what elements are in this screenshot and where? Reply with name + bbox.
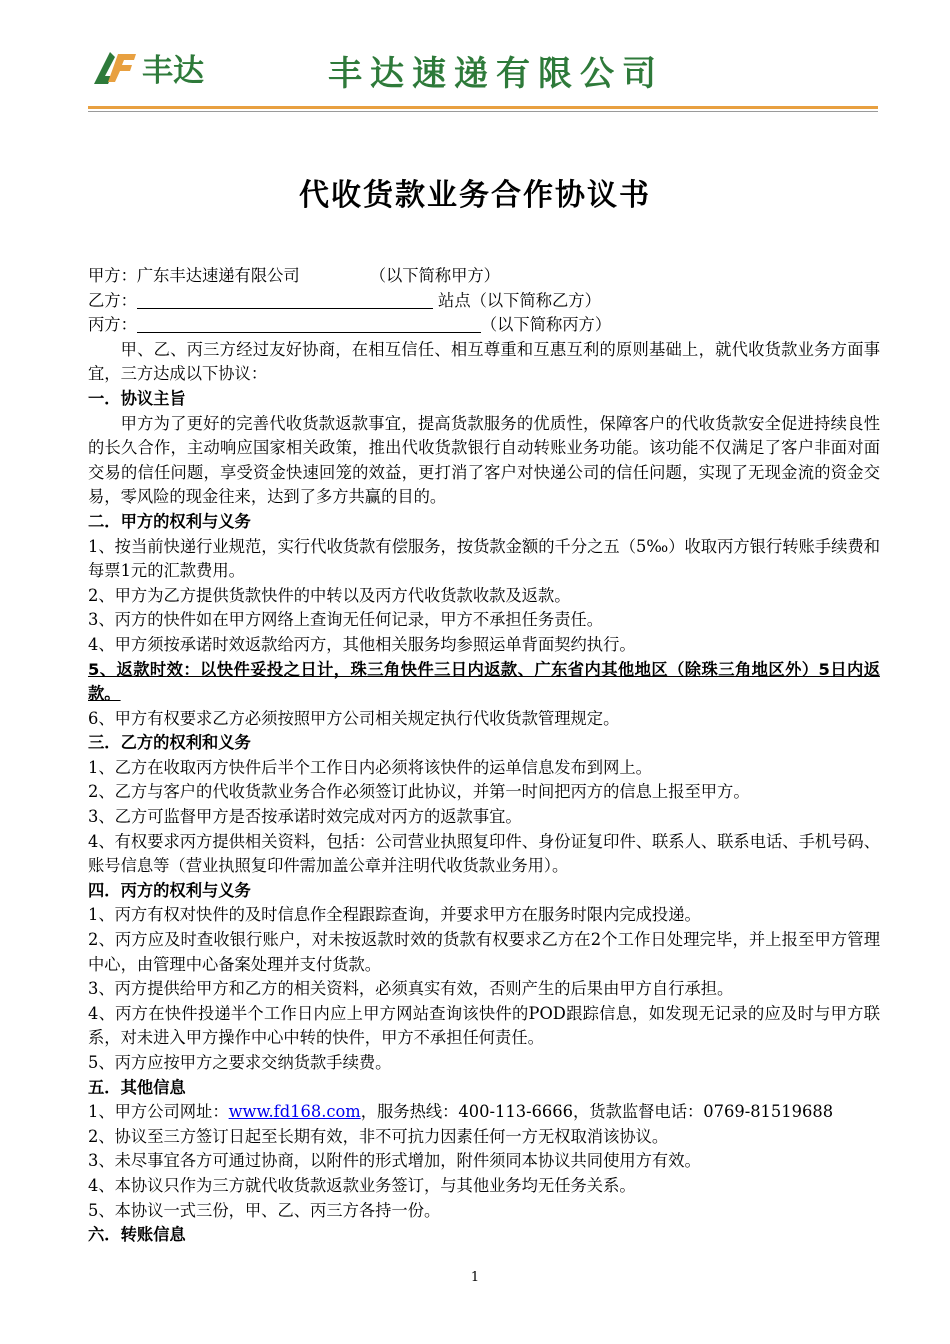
- header-rule-gray: [88, 111, 878, 112]
- section-5-item-1-prefix: 1、甲方公司网址：: [88, 1102, 229, 1122]
- section-1-text: 甲方为了更好的完善代收货款返款事宜，提高货款服务的优质性，保障客户的代收货款安全促进持续良性的长久合作，主动响应国家相关政策，推出代收货款银行自动转账业务功能。该功能不仅满足了客户非面对面交易的信任问题，享受资金快速回笼的效益，更打消了客户对快递公司的信任问题，实现了无现金流的资金交易，零风险的现金往来，达到了多方共赢的目的。: [88, 413, 880, 507]
- party-a-alias: （以下简称甲方）: [369, 266, 500, 285]
- section-2-item-5: 5、返款时效：以快件妥投之日计，珠三角快件三日内返款、广东省内其他地区（除珠三角地区外）5日内返款。: [88, 659, 880, 704]
- section-4-item-2: 2、丙方应及时查收银行账户，对未按返款时效的货款有权要求乙方在2个工作日处理完毕，并上报至甲方管理中心，由管理中心备案处理并支付货款。: [88, 930, 880, 974]
- company-website-link[interactable]: www.fd168.com: [228, 1102, 361, 1122]
- section-5-item-2: 2、协议至三方签订日起至长期有效，非不可抗力因素任何一方无权取消该协议。: [88, 1126, 669, 1146]
- section-5-item-1: [88, 1100, 880, 1125]
- section-2-item-3: 3、丙方的快件如在甲方网络上查询无任何记录，甲方不承担任务责任。: [88, 610, 604, 630]
- section-1-heading: 一．协议主旨: [88, 388, 186, 408]
- section-4-item-5: 5、丙方应按甲方之要求交纳货款手续费。: [88, 1053, 392, 1072]
- section-5-item-4: 4、本协议只作为三方就代收货款返款业务签订，与其他业务均无任务关系。: [88, 1175, 636, 1195]
- section-3-item-4: 4、有权要求丙方提供相关资料，包括：公司营业执照复印件、身份证复印件、联系人、联系电话、手机号码、账号信息等（营业执照复印件需加盖公章并注明代收货款业务用）。: [88, 831, 880, 876]
- section-4-heading: 四．丙方的权利与义务: [88, 880, 251, 900]
- party-c-line: [88, 313, 880, 338]
- section-2-item-6: 6、甲方有权要求乙方必须按照甲方公司相关规定执行代收货款管理规定。: [88, 708, 620, 728]
- party-b-line: [88, 289, 880, 314]
- page-number: 1: [470, 1270, 480, 1285]
- section-2-item-1: 1、按当前快递行业规范，实行代收货款有偿服务，按货款金额的千分之五（5‰）收取丙方银行转账手续费和每票1元的汇款费用。: [88, 536, 880, 581]
- company-name: 丰达速递有限公司: [328, 54, 664, 94]
- section-2-item-2: 2、甲方为乙方提供货款快件的中转以及丙方代收货款收款及返款。: [88, 585, 571, 605]
- section-3-item-2: 2、乙方与客户的代收货款业务合作必须签订此协议，并第一时间把丙方的信息上报至甲方。: [88, 782, 750, 802]
- party-c-label: 丙方：: [88, 315, 137, 335]
- party-a-label: 甲方：: [88, 266, 137, 285]
- party-b-suffix: 站点（以下简称乙方）: [438, 290, 601, 310]
- section-5-item-5: 5、本协议一式三份，甲、乙、丙三方各持一份。: [88, 1200, 441, 1220]
- section-3-item-1: 1、乙方在收取丙方快件后半个工作日内必须将该快件的运单信息发布到网上。: [88, 757, 652, 777]
- section-5-heading: 五．其他信息: [88, 1077, 186, 1097]
- party-a-name: 广东丰达速递有限公司: [136, 266, 300, 285]
- section-2-heading: 二．甲方的权利与义务: [88, 511, 251, 531]
- section-4-item-4: 4、丙方在快件投递半个工作日内应上甲方网站查询该快件的POD跟踪信息，如发现无记录的应及时与甲方联系，对未进入甲方操作中心中转的快件，甲方不承担任何责任。: [88, 1003, 880, 1048]
- section-4-item-1: 1、丙方有权对快件的及时信息作全程跟踪查询，并要求甲方在服务时限内完成投递。: [88, 905, 701, 925]
- header-rule-orange: [88, 106, 878, 109]
- fengda-logo: [88, 48, 253, 88]
- party-b-blank[interactable]: [137, 290, 433, 309]
- party-b-label: 乙方：: [88, 290, 137, 310]
- section-3-item-3: 3、乙方可监督甲方是否按承诺时效完成对丙方的返款事宜。: [88, 807, 522, 827]
- party-a-line: [88, 264, 880, 289]
- section-5-item-1-suffix: ，服务热线：400-113-6666，货款监督电话：0769-81519688: [360, 1102, 834, 1122]
- section-3-heading: 三．乙方的权利和义务: [88, 733, 251, 753]
- party-c-blank[interactable]: [137, 314, 481, 333]
- document-title: 代收货款业务合作协议书: [299, 178, 651, 213]
- intro-paragraph: 甲、乙、丙三方经过友好协商，在相互信任、相互尊重和互惠互利的原则基础上，就代收货款业务方面事宜，三方达成以下协议：: [88, 339, 880, 384]
- section-4-item-3: 3、丙方提供给甲方和乙方的相关资料，必须真实有效，否则产生的后果由甲方自行承担。: [88, 979, 734, 999]
- party-c-suffix: （以下简称丙方）: [480, 315, 612, 335]
- document-body: [88, 264, 880, 1248]
- section-6-heading: 六．转账信息: [88, 1225, 186, 1245]
- section-2-item-4: 4、甲方须按承诺时效返款给丙方，其他相关服务均参照运单背面契约执行。: [88, 634, 636, 654]
- section-5-item-3: 3、未尽事宜各方可通过协商，以附件的形式增加，附件须同本协议共同使用方有效。: [88, 1151, 701, 1171]
- letterhead: [88, 40, 878, 110]
- logo-text: 丰达: [142, 53, 204, 88]
